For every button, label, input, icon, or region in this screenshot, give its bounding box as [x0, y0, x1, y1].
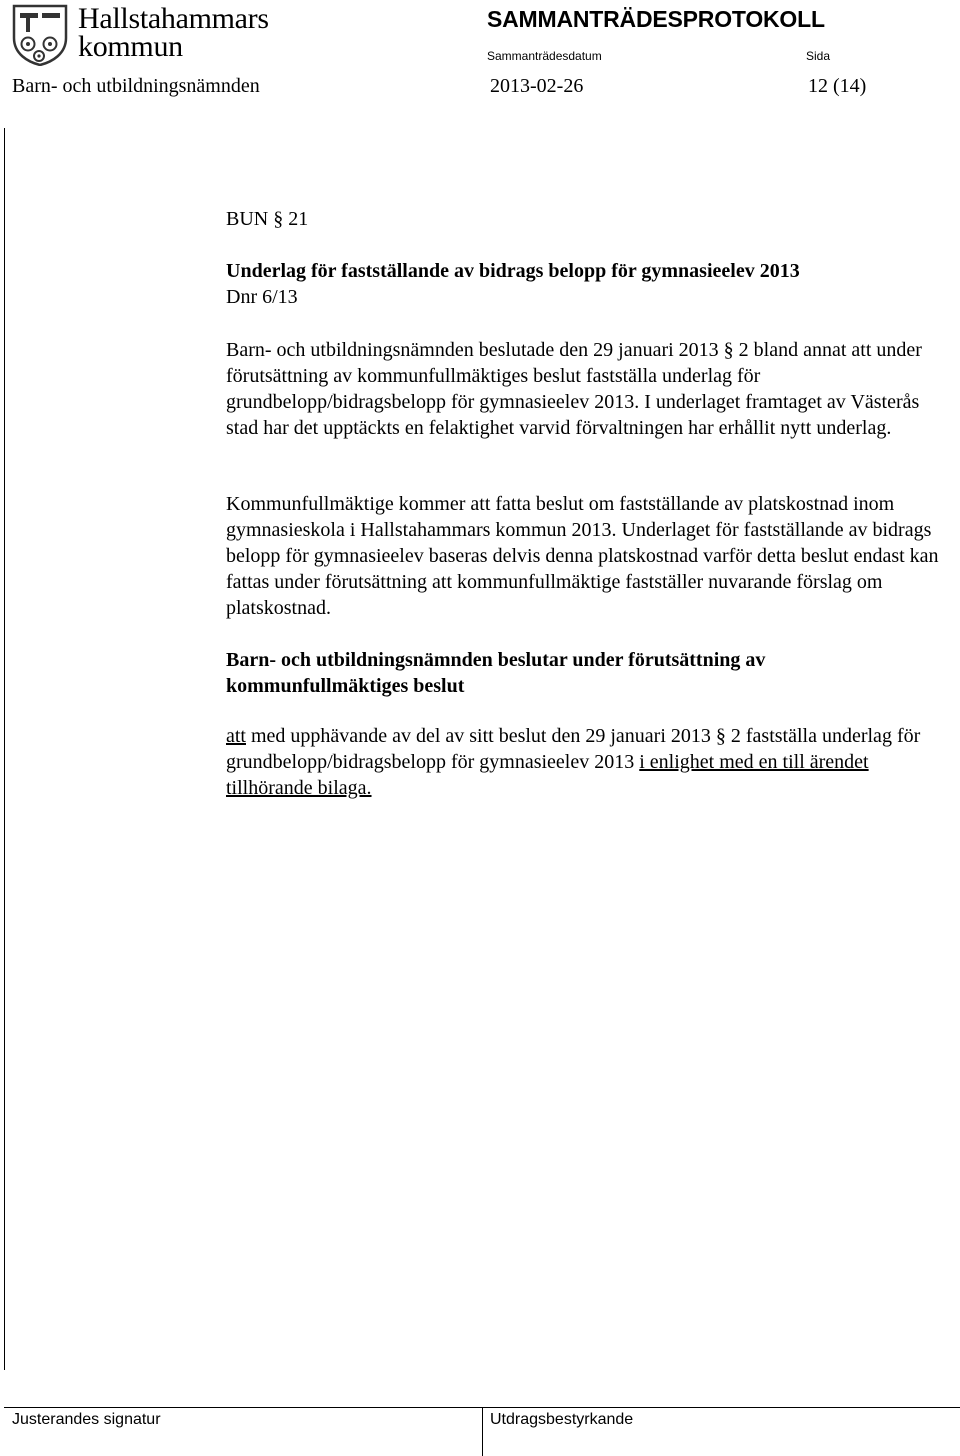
coat-of-arms-icon [12, 4, 68, 66]
document-type-title: SAMMANTRÄDESPROTOKOLL [487, 6, 825, 32]
signature-label: Justerandes signatur [12, 1411, 161, 1428]
extract-certification-label: Utdragsbestyrkande [490, 1411, 634, 1428]
decision-heading: Barn- och utbildningsnämnden beslutar under förutsättning av kommunfullmäktiges beslut [226, 649, 766, 697]
meeting-date: 2013-02-26 [490, 75, 584, 97]
logo-text-line1: Hallstahammars [78, 2, 269, 35]
page-number: 12 (14) [808, 75, 867, 97]
decision-attachment-reference: i enlighet med en till ärendet tillhörande bilaga. [226, 751, 869, 799]
page-label: Sida [806, 49, 831, 63]
municipality-logo [12, 4, 280, 66]
context-paragraph: Kommunfullmäktige kommer att fatta beslut om fastställande av platskostnad inom gymnasieskola i Hallstahammars kommun 2013. Underlaget för fastställande av bidrags belopp för gymnasieelev baseras delvis denna platskostnad varför detta beslut endast kan fattas under förutsättning att kommunfullmäktige fastställer nuvarande förslag om platskostnad. [226, 493, 939, 619]
registration-number: Dnr 6/13 [226, 286, 298, 308]
logo-text-line2: kommun [78, 30, 183, 63]
background-paragraph: Barn- och utbildningsnämnden beslutade den 29 januari 2013 § 2 bland annat att under förutsättning av kommunfullmäktiges beslut fastställa underlag för grundbelopp/bidragsbelopp för gymnasieelev 2013. I underlaget framtaget av Västerås stad har det upptäckts en felaktighet varvid förvaltningen har erhållit nytt underlag. [226, 339, 922, 439]
margin-rule [4, 128, 5, 1370]
decision-att-keyword: att [226, 725, 246, 747]
decision-paragraph [226, 723, 944, 801]
item-title: Underlag för fastställande av bidrags belopp för gymnasieelev 2013 [226, 260, 800, 282]
decision-text: med upphävande av del av sitt beslut den 29 januari 2013 § 2 fastställa underlag för grundbelopp/bidragsbelopp för gymnasieelev 2013 [226, 725, 921, 773]
meeting-date-label: Sammanträdesdatum [487, 49, 602, 63]
committee-name: Barn- och utbildningsnämnden [12, 75, 260, 97]
paragraph-number: BUN § 21 [226, 208, 309, 230]
footer-divider [482, 1407, 483, 1456]
